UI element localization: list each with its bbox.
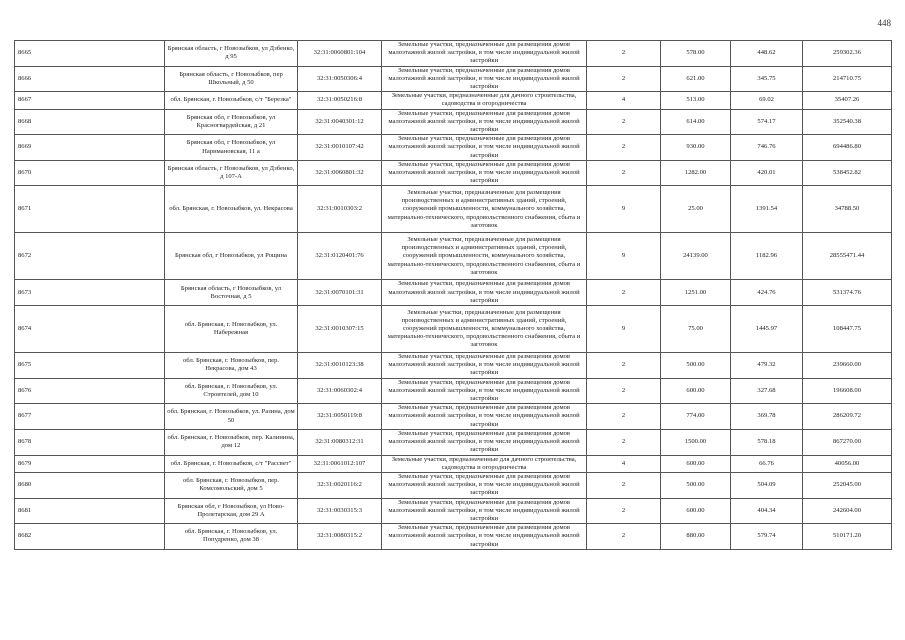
table-body (15, 41, 892, 550)
cell-group: 2 (587, 498, 661, 524)
table-row (15, 404, 892, 430)
cell-number: 8671 (15, 186, 165, 233)
cell-area: 880.00 (661, 524, 731, 550)
table-row (15, 472, 892, 498)
cell-group: 9 (587, 186, 661, 233)
cell-cadastral-value: 28555471.44 (803, 233, 892, 280)
cell-group: 4 (587, 455, 661, 472)
cell-number: 8680 (15, 472, 165, 498)
cell-land-use: Земельные участки, предназначенные для размещения производственных и административных зданий, строений, сооружений промышленности, коммунального хозяйства, материально-технического, продовольственного снабжения, сбыта и заготовок (382, 306, 587, 353)
cell-area: 600.00 (661, 455, 731, 472)
cell-number: 8670 (15, 160, 165, 186)
cell-number: 8675 (15, 353, 165, 379)
cell-land-use: Земельные участки, предназначенные для размещения домов малоэтажной жилой застройки, в том числе индивидуальной жилой застройки (382, 524, 587, 550)
page-number: 448 (877, 18, 891, 28)
cell-number: 8666 (15, 66, 165, 92)
cell-number: 8672 (15, 233, 165, 280)
cell-area: 24139.00 (661, 233, 731, 280)
cell-specific-value: 1182.96 (731, 233, 803, 280)
cell-group: 2 (587, 472, 661, 498)
cell-address: обл. Брянская, г. Новозыбков, ул. Разина, дом 50 (165, 404, 298, 430)
cell-address: Брянская обл, г Новозыбков, ул Наримановская, 11 а (165, 135, 298, 161)
cell-land-use: Земельные участки, предназначенные для размещения домов малоэтажной жилой застройки, в том числе индивидуальной жилой застройки (382, 498, 587, 524)
cell-cadastral-number: 32:31:0050306:4 (298, 66, 382, 92)
table-row (15, 160, 892, 186)
cell-number: 8668 (15, 109, 165, 135)
table-row (15, 378, 892, 404)
cell-specific-value: 345.75 (731, 66, 803, 92)
cell-specific-value: 578.18 (731, 429, 803, 455)
cell-number: 8673 (15, 280, 165, 306)
table-row (15, 280, 892, 306)
cell-number: 8676 (15, 378, 165, 404)
cell-cadastral-value: 531374.76 (803, 280, 892, 306)
cell-land-use: Земельные участки, предназначенные для размещения домов малоэтажной жилой застройки, в том числе индивидуальной жилой застройки (382, 160, 587, 186)
cell-land-use: Земельные участки, предназначенные для размещения домов малоэтажной жилой застройки, в том числе индивидуальной жилой застройки (382, 109, 587, 135)
cell-group: 2 (587, 404, 661, 430)
cell-land-use: Земельные участки, предназначенные для размещения домов малоэтажной жилой застройки, в том числе индивидуальной жилой застройки (382, 472, 587, 498)
cell-cadastral-number: 32:31:0070101:31 (298, 280, 382, 306)
cell-address: обл. Брянская, г. Новозыбков, ул. Строителей, дом 10 (165, 378, 298, 404)
cell-cadastral-number: 32:31:0061012:107 (298, 455, 382, 472)
table-row (15, 306, 892, 353)
cell-cadastral-value: 108447.75 (803, 306, 892, 353)
cell-area: 774.00 (661, 404, 731, 430)
cell-group: 2 (587, 66, 661, 92)
cell-specific-value: 327.68 (731, 378, 803, 404)
cell-cadastral-number: 32:31:0120401:76 (298, 233, 382, 280)
cell-address: Брянская область, г Новозыбков, ул Дзбенко, д 95 (165, 41, 298, 67)
cell-address: обл. Брянская, г. Новозыбков, с/т "Березка" (165, 92, 298, 109)
cell-group: 2 (587, 135, 661, 161)
cell-cadastral-number: 32:31:0060801:32 (298, 160, 382, 186)
cell-address: обл. Брянская, г. Новозыбков, ул. Набережная (165, 306, 298, 353)
cell-address: обл. Брянская, г. Новозыбков, ул. Попудренко, дом 38 (165, 524, 298, 550)
cell-specific-value: 479.32 (731, 353, 803, 379)
cell-land-use: Земельные участки, предназначенные для размещения домов малоэтажной жилой застройки, в том числе индивидуальной жилой застройки (382, 135, 587, 161)
cell-cadastral-number: 32:31:0080312:31 (298, 429, 382, 455)
cell-area: 578.00 (661, 41, 731, 67)
cell-land-use: Земельные участки, предназначенные для размещения домов малоэтажной жилой застройки, в том числе индивидуальной жилой застройки (382, 66, 587, 92)
cell-address: обл. Брянская, г. Новозыбков, пер. Комсомольский, дом 5 (165, 472, 298, 498)
cell-area: 75.00 (661, 306, 731, 353)
cell-area: 25.00 (661, 186, 731, 233)
cell-group: 2 (587, 41, 661, 67)
table-row (15, 353, 892, 379)
cell-group: 2 (587, 280, 661, 306)
table-row (15, 66, 892, 92)
cell-cadastral-number: 32:31:0020116:2 (298, 472, 382, 498)
cell-address: Брянская обл, г Новозыбков, ул Красногвардейская, д 21 (165, 109, 298, 135)
cell-specific-value: 448.62 (731, 41, 803, 67)
cell-cadastral-value: 694486.80 (803, 135, 892, 161)
cell-specific-value: 404.34 (731, 498, 803, 524)
cell-cadastral-value: 286209.72 (803, 404, 892, 430)
cell-number: 8681 (15, 498, 165, 524)
cell-cadastral-number: 32:31:0060302:4 (298, 378, 382, 404)
cell-area: 600.00 (661, 498, 731, 524)
cell-group: 2 (587, 109, 661, 135)
cell-area: 1282.00 (661, 160, 731, 186)
cell-area: 930.00 (661, 135, 731, 161)
cell-address: обл. Брянская, г. Новозыбков, с/т "Рассвет" (165, 455, 298, 472)
cell-number: 8665 (15, 41, 165, 67)
cadastral-value-table (14, 40, 892, 550)
cell-cadastral-value: 214710.75 (803, 66, 892, 92)
cell-land-use: Земельные участки, предназначенные для размещения домов малоэтажной жилой застройки, в том числе индивидуальной жилой застройки (382, 404, 587, 430)
cell-area: 621.00 (661, 66, 731, 92)
table-row (15, 92, 892, 109)
cell-land-use: Земельные участки, предназначенные для размещения домов малоэтажной жилой застройки, в том числе индивидуальной жилой застройки (382, 353, 587, 379)
cell-address: обл. Брянская, г. Новозыбков, пер. Калинина, дом 12 (165, 429, 298, 455)
cell-cadastral-value: 35407.26 (803, 92, 892, 109)
cell-cadastral-number: 32:31:0040301:12 (298, 109, 382, 135)
cell-cadastral-value: 242604.00 (803, 498, 892, 524)
cell-area: 500.00 (661, 472, 731, 498)
cell-cadastral-number: 32:31:0050119:8 (298, 404, 382, 430)
cell-cadastral-value: 34788.50 (803, 186, 892, 233)
cell-address: обл. Брянская, г. Новозыбков, ул. Некрасова (165, 186, 298, 233)
cell-area: 600.00 (661, 378, 731, 404)
cell-specific-value: 1391.54 (731, 186, 803, 233)
cell-cadastral-number: 32:31:0060801:104 (298, 41, 382, 67)
cell-cadastral-number: 32:31:0010307:15 (298, 306, 382, 353)
cell-cadastral-value: 867270.00 (803, 429, 892, 455)
table-row (15, 186, 892, 233)
cell-cadastral-number: 32:31:0010107:42 (298, 135, 382, 161)
table-row (15, 233, 892, 280)
table-row (15, 455, 892, 472)
cell-specific-value: 574.17 (731, 109, 803, 135)
cell-cadastral-number: 32:31:0010303:2 (298, 186, 382, 233)
cell-cadastral-value: 40056.00 (803, 455, 892, 472)
cell-area: 1500.00 (661, 429, 731, 455)
cell-number: 8677 (15, 404, 165, 430)
cell-specific-value: 66.76 (731, 455, 803, 472)
cell-group: 2 (587, 160, 661, 186)
cell-land-use: Земельные участки, предназначенные для размещения домов малоэтажной жилой застройки, в том числе индивидуальной жилой застройки (382, 41, 587, 67)
table-row (15, 135, 892, 161)
cell-land-use: Земельные участки, предназначенные для размещения производственных и административных зданий, строений, сооружений промышленности, коммунального хозяйства, материально-технического, продовольственного снабжения, сбыта и заготовок (382, 186, 587, 233)
cell-specific-value: 69.02 (731, 92, 803, 109)
cell-address: Брянская обл, г Новозыбков, ул Рощина (165, 233, 298, 280)
cell-cadastral-value: 239660.00 (803, 353, 892, 379)
cell-cadastral-value: 252045.00 (803, 472, 892, 498)
cell-number: 8674 (15, 306, 165, 353)
cell-land-use: Земельные участки, предназначенные для дачного строительства, садоводства и огородничества (382, 92, 587, 109)
cell-group: 2 (587, 353, 661, 379)
cell-specific-value: 504.09 (731, 472, 803, 498)
cell-area: 614.00 (661, 109, 731, 135)
cell-land-use: Земельные участки, предназначенные для размещения домов малоэтажной жилой застройки, в том числе индивидуальной жилой застройки (382, 280, 587, 306)
cell-specific-value: 420.01 (731, 160, 803, 186)
cell-specific-value: 369.78 (731, 404, 803, 430)
cell-group: 4 (587, 92, 661, 109)
cell-group: 2 (587, 429, 661, 455)
cell-land-use: Земельные участки, предназначенные для размещения домов малоэтажной жилой застройки, в том числе индивидуальной жилой застройки (382, 429, 587, 455)
cell-number: 8667 (15, 92, 165, 109)
cell-land-use: Земельные участки, предназначенные для дачного строительства, садоводства и огородничества (382, 455, 587, 472)
cell-cadastral-number: 32:31:0080315:2 (298, 524, 382, 550)
table-row (15, 429, 892, 455)
table-row (15, 109, 892, 135)
cell-group: 2 (587, 378, 661, 404)
cell-number: 8679 (15, 455, 165, 472)
cell-land-use: Земельные участки, предназначенные для размещения домов малоэтажной жилой застройки, в том числе индивидуальной жилой застройки (382, 378, 587, 404)
cell-specific-value: 746.76 (731, 135, 803, 161)
cell-address: Брянская область, г Новозыбков, ул Дзбенко, д 107-А (165, 160, 298, 186)
table-row (15, 41, 892, 67)
cell-address: Брянская обл, г Новозыбков, ул Ново-Пролетарская, дом 29 А (165, 498, 298, 524)
cell-land-use: Земельные участки, предназначенные для размещения производственных и административных зданий, строений, сооружений промышленности, коммунального хозяйства, материально-технического, продовольственного снабжения, сбыта и заготовок (382, 233, 587, 280)
table-row (15, 498, 892, 524)
cell-cadastral-value: 538452.82 (803, 160, 892, 186)
cell-cadastral-value: 259302.36 (803, 41, 892, 67)
cell-address: обл. Брянская, г. Новозыбков, пер. Некрасова, дом 43 (165, 353, 298, 379)
cell-cadastral-number: 32:31:0030315:3 (298, 498, 382, 524)
cell-specific-value: 579.74 (731, 524, 803, 550)
cell-cadastral-value: 352540.38 (803, 109, 892, 135)
cell-cadastral-value: 196608.00 (803, 378, 892, 404)
cell-cadastral-number: 32:31:0050216:8 (298, 92, 382, 109)
cell-area: 1251.00 (661, 280, 731, 306)
cell-address: Брянская область, г Новозыбков, ул Восточная, д 5 (165, 280, 298, 306)
cell-address: Брянская область, г Новозыбков, пер Школьный, д 50 (165, 66, 298, 92)
cell-group: 2 (587, 524, 661, 550)
cell-specific-value: 424.76 (731, 280, 803, 306)
cell-area: 513.00 (661, 92, 731, 109)
cell-number: 8678 (15, 429, 165, 455)
table-row (15, 524, 892, 550)
cell-group: 9 (587, 306, 661, 353)
cell-group: 9 (587, 233, 661, 280)
cell-number: 8682 (15, 524, 165, 550)
cell-number: 8669 (15, 135, 165, 161)
cell-cadastral-number: 32:31:0010123:38 (298, 353, 382, 379)
cell-specific-value: 1445.97 (731, 306, 803, 353)
cell-cadastral-value: 510171.20 (803, 524, 892, 550)
cell-area: 500.00 (661, 353, 731, 379)
